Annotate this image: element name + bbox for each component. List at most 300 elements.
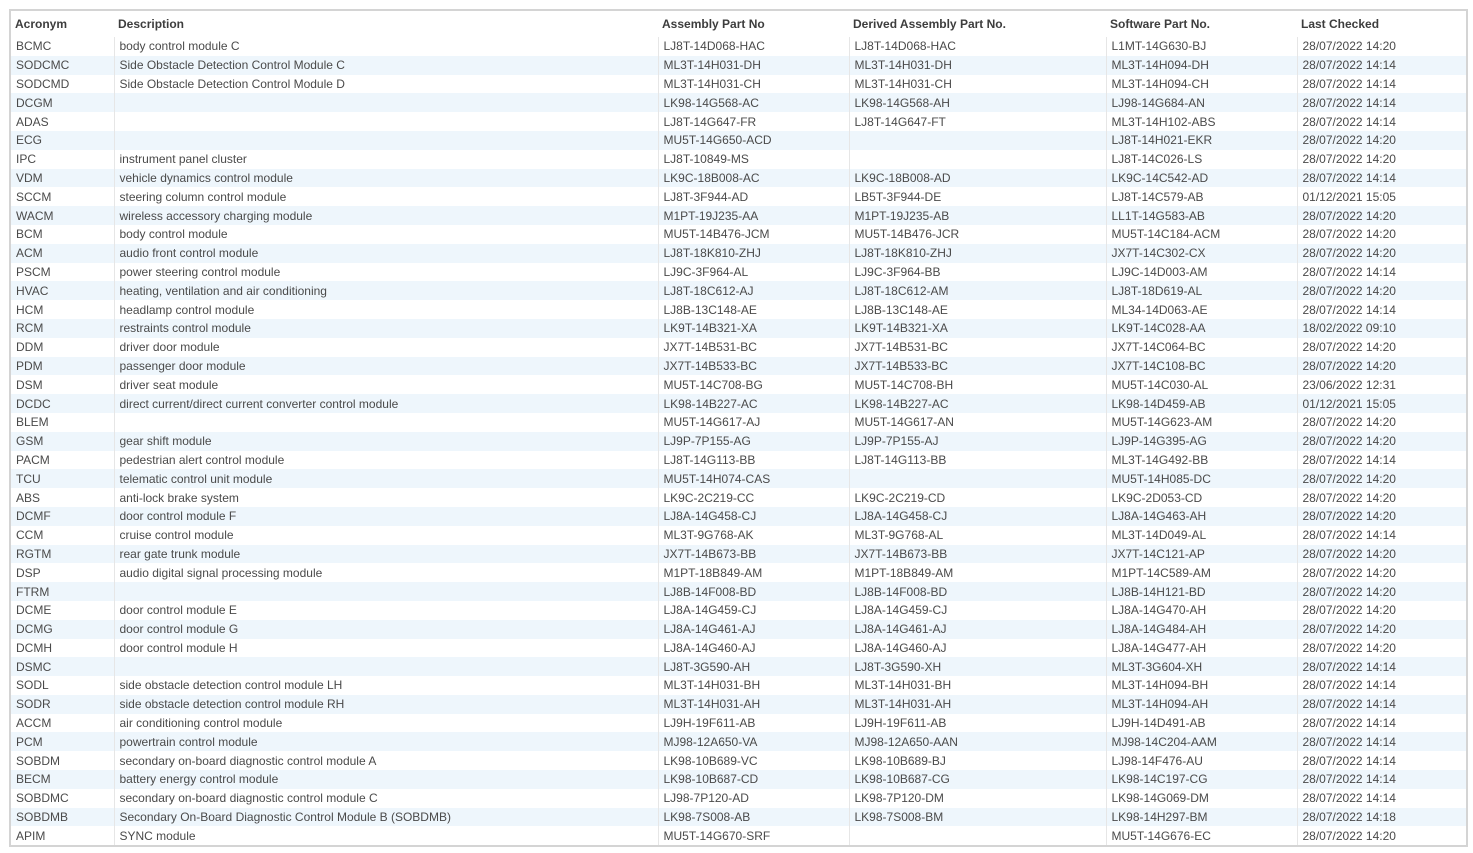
cell-derived-assembly-part-no: ML3T-14H031-DH	[849, 56, 1106, 75]
cell-derived-assembly-part-no: M1PT-18B849-AM	[849, 563, 1106, 582]
cell-assembly-part-no: LJ8T-3G590-AH	[658, 657, 849, 676]
cell-description: Side Obstacle Detection Control Module C	[114, 56, 658, 75]
table-row[interactable]	[11, 808, 1466, 827]
cell-software-part-no: LK98-14D459-AB	[1106, 394, 1297, 413]
table-row[interactable]	[11, 93, 1466, 112]
table-row[interactable]	[11, 394, 1466, 413]
cell-assembly-part-no: LJ8T-14G113-BB	[658, 451, 849, 470]
cell-acronym: SODR	[11, 695, 114, 714]
cell-description: steering column control module	[114, 187, 658, 206]
table-row[interactable]	[11, 244, 1466, 263]
cell-acronym: ECG	[11, 131, 114, 150]
cell-software-part-no: ML3T-14H094-DH	[1106, 56, 1297, 75]
cell-last-checked: 28/07/2022 14:20	[1297, 206, 1466, 225]
cell-acronym: SODCMC	[11, 56, 114, 75]
cell-acronym: GSM	[11, 432, 114, 451]
cell-assembly-part-no: ML3T-14H031-AH	[658, 695, 849, 714]
cell-last-checked: 28/07/2022 14:20	[1297, 507, 1466, 526]
cell-assembly-part-no: LJ8T-14G647-FR	[658, 112, 849, 131]
cell-derived-assembly-part-no: LJ8A-14G458-CJ	[849, 507, 1106, 526]
cell-acronym: VDM	[11, 169, 114, 188]
table-row[interactable]	[11, 112, 1466, 131]
cell-derived-assembly-part-no: LJ9H-19F611-AB	[849, 714, 1106, 733]
cell-assembly-part-no: LK98-10B687-CD	[658, 770, 849, 789]
cell-description: audio digital signal processing module	[114, 563, 658, 582]
cell-software-part-no: LK9C-2D053-CD	[1106, 488, 1297, 507]
cell-last-checked: 28/07/2022 14:20	[1297, 413, 1466, 432]
cell-last-checked: 28/07/2022 14:14	[1297, 112, 1466, 131]
module-table	[11, 11, 1466, 845]
cell-last-checked: 28/07/2022 14:20	[1297, 563, 1466, 582]
cell-derived-assembly-part-no: LK9C-2C219-CD	[849, 488, 1106, 507]
cell-assembly-part-no: LJ8A-14G458-CJ	[658, 507, 849, 526]
cell-acronym: HCM	[11, 300, 114, 319]
cell-software-part-no: ML3T-14H094-AH	[1106, 695, 1297, 714]
cell-description	[114, 131, 658, 150]
table-row[interactable]	[11, 545, 1466, 564]
cell-last-checked: 28/07/2022 14:20	[1297, 281, 1466, 300]
table-row[interactable]	[11, 150, 1466, 169]
cell-description: direct current/direct current converter control module	[114, 394, 658, 413]
cell-software-part-no: MU5T-14H085-DC	[1106, 469, 1297, 488]
cell-derived-assembly-part-no	[849, 469, 1106, 488]
cell-description: rear gate trunk module	[114, 545, 658, 564]
cell-description: air conditioning control module	[114, 714, 658, 733]
cell-assembly-part-no: MU5T-14G617-AJ	[658, 413, 849, 432]
cell-acronym: SOBDMC	[11, 789, 114, 808]
column-header-acronym[interactable]: Acronym	[11, 11, 114, 37]
cell-description: door control module G	[114, 620, 658, 639]
cell-acronym: BECM	[11, 770, 114, 789]
cell-acronym: BCM	[11, 225, 114, 244]
cell-derived-assembly-part-no: LK98-7S008-BM	[849, 808, 1106, 827]
cell-derived-assembly-part-no: ML3T-14H031-CH	[849, 75, 1106, 94]
cell-acronym: BCMC	[11, 37, 114, 56]
cell-description	[114, 112, 658, 131]
cell-description: body control module	[114, 225, 658, 244]
cell-acronym: SCCM	[11, 187, 114, 206]
column-header-description[interactable]: Description	[114, 11, 658, 37]
cell-assembly-part-no: ML3T-9G768-AK	[658, 526, 849, 545]
table-row[interactable]	[11, 375, 1466, 394]
cell-assembly-part-no: ML3T-14H031-DH	[658, 56, 849, 75]
table-header-row	[11, 11, 1466, 37]
cell-derived-assembly-part-no: MU5T-14B476-JCR	[849, 225, 1106, 244]
cell-description: side obstacle detection control module LH	[114, 676, 658, 695]
table-row[interactable]	[11, 770, 1466, 789]
cell-description: anti-lock brake system	[114, 488, 658, 507]
cell-description: powertrain control module	[114, 732, 658, 751]
cell-derived-assembly-part-no: JX7T-14B533-BC	[849, 357, 1106, 376]
cell-acronym: RGTM	[11, 545, 114, 564]
cell-assembly-part-no: LK9T-14B321-XA	[658, 319, 849, 338]
cell-assembly-part-no: LK98-10B689-VC	[658, 751, 849, 770]
cell-software-part-no: LJ8A-14G484-AH	[1106, 620, 1297, 639]
cell-software-part-no: LK98-14G069-DM	[1106, 789, 1297, 808]
cell-assembly-part-no: LJ8T-3F944-AD	[658, 187, 849, 206]
cell-derived-assembly-part-no: LJ9C-3F964-BB	[849, 263, 1106, 282]
cell-derived-assembly-part-no: LJ9P-7P155-AJ	[849, 432, 1106, 451]
cell-last-checked: 28/07/2022 14:14	[1297, 56, 1466, 75]
table-row[interactable]	[11, 563, 1466, 582]
cell-assembly-part-no: LJ8A-14G459-CJ	[658, 601, 849, 620]
cell-description	[114, 657, 658, 676]
cell-acronym: HVAC	[11, 281, 114, 300]
cell-software-part-no: JX7T-14C302-CX	[1106, 244, 1297, 263]
cell-acronym: ABS	[11, 488, 114, 507]
cell-derived-assembly-part-no: LJ8A-14G461-AJ	[849, 620, 1106, 639]
cell-assembly-part-no: MU5T-14C708-BG	[658, 375, 849, 394]
cell-description: power steering control module	[114, 263, 658, 282]
table-row[interactable]	[11, 469, 1466, 488]
cell-description: Secondary On-Board Diagnostic Control Module B (SOBDMB)	[114, 808, 658, 827]
table-body	[11, 37, 1466, 845]
cell-assembly-part-no: JX7T-14B533-BC	[658, 357, 849, 376]
table-row[interactable]	[11, 432, 1466, 451]
cell-assembly-part-no: LK9C-18B008-AC	[658, 169, 849, 188]
cell-description: secondary on-board diagnostic control module A	[114, 751, 658, 770]
cell-software-part-no: LJ8T-18D619-AL	[1106, 281, 1297, 300]
cell-software-part-no: LJ9P-14G395-AG	[1106, 432, 1297, 451]
cell-assembly-part-no: LK98-7S008-AB	[658, 808, 849, 827]
column-header-derived-assembly-part-no[interactable]: Derived Assembly Part No.	[849, 11, 1106, 37]
cell-acronym: DDM	[11, 338, 114, 357]
cell-software-part-no: ML3T-14H094-BH	[1106, 676, 1297, 695]
table-row[interactable]	[11, 639, 1466, 658]
table-row[interactable]	[11, 169, 1466, 188]
table-row[interactable]	[11, 206, 1466, 225]
cell-description: driver seat module	[114, 375, 658, 394]
cell-derived-assembly-part-no: MU5T-14G617-AN	[849, 413, 1106, 432]
cell-assembly-part-no: ML3T-14H031-BH	[658, 676, 849, 695]
cell-derived-assembly-part-no: LJ8B-13C148-AE	[849, 300, 1106, 319]
table-row[interactable]	[11, 413, 1466, 432]
cell-description: gear shift module	[114, 432, 658, 451]
cell-last-checked: 18/02/2022 09:10	[1297, 319, 1466, 338]
cell-acronym: DSP	[11, 563, 114, 582]
cell-derived-assembly-part-no	[849, 150, 1106, 169]
cell-assembly-part-no: LJ8A-14G461-AJ	[658, 620, 849, 639]
cell-last-checked: 28/07/2022 14:20	[1297, 432, 1466, 451]
cell-description: secondary on-board diagnostic control module C	[114, 789, 658, 808]
cell-derived-assembly-part-no: LK98-14G568-AH	[849, 93, 1106, 112]
table-row[interactable]	[11, 319, 1466, 338]
cell-acronym: DSM	[11, 375, 114, 394]
module-table-panel	[9, 9, 1468, 847]
cell-description: instrument panel cluster	[114, 150, 658, 169]
table-row[interactable]	[11, 488, 1466, 507]
table-row[interactable]	[11, 300, 1466, 319]
cell-software-part-no: ML3T-14D049-AL	[1106, 526, 1297, 545]
cell-last-checked: 23/06/2022 12:31	[1297, 375, 1466, 394]
cell-software-part-no: JX7T-14C108-BC	[1106, 357, 1297, 376]
cell-last-checked: 28/07/2022 14:20	[1297, 131, 1466, 150]
cell-acronym: IPC	[11, 150, 114, 169]
cell-acronym: DCMG	[11, 620, 114, 639]
cell-last-checked: 28/07/2022 14:14	[1297, 657, 1466, 676]
cell-acronym: DCGM	[11, 93, 114, 112]
cell-description: door control module F	[114, 507, 658, 526]
cell-last-checked: 28/07/2022 14:18	[1297, 808, 1466, 827]
cell-last-checked: 28/07/2022 14:14	[1297, 451, 1466, 470]
cell-software-part-no: MU5T-14G623-AM	[1106, 413, 1297, 432]
cell-acronym: RCM	[11, 319, 114, 338]
cell-description: side obstacle detection control module RH	[114, 695, 658, 714]
table-row[interactable]	[11, 751, 1466, 770]
table-row[interactable]	[11, 657, 1466, 676]
cell-software-part-no: LJ98-14G684-AN	[1106, 93, 1297, 112]
cell-assembly-part-no: MU5T-14H074-CAS	[658, 469, 849, 488]
cell-description: body control module C	[114, 37, 658, 56]
cell-software-part-no: LK98-14C197-CG	[1106, 770, 1297, 789]
cell-derived-assembly-part-no: M1PT-19J235-AB	[849, 206, 1106, 225]
cell-derived-assembly-part-no: MJ98-12A650-AAN	[849, 732, 1106, 751]
table-row[interactable]	[11, 826, 1466, 845]
cell-assembly-part-no: MJ98-12A650-VA	[658, 732, 849, 751]
cell-software-part-no: MJ98-14C204-AAM	[1106, 732, 1297, 751]
cell-acronym: BLEM	[11, 413, 114, 432]
cell-last-checked: 28/07/2022 14:14	[1297, 93, 1466, 112]
cell-last-checked: 01/12/2021 15:05	[1297, 187, 1466, 206]
cell-software-part-no: MU5T-14C184-ACM	[1106, 225, 1297, 244]
cell-software-part-no: L1MT-14G630-BJ	[1106, 37, 1297, 56]
cell-description: battery energy control module	[114, 770, 658, 789]
cell-assembly-part-no: JX7T-14B673-BB	[658, 545, 849, 564]
cell-description	[114, 413, 658, 432]
cell-assembly-part-no: M1PT-19J235-AA	[658, 206, 849, 225]
table-row[interactable]	[11, 281, 1466, 300]
cell-assembly-part-no: LK98-14G568-AC	[658, 93, 849, 112]
cell-description: headlamp control module	[114, 300, 658, 319]
table-row[interactable]	[11, 338, 1466, 357]
cell-assembly-part-no: MU5T-14G650-ACD	[658, 131, 849, 150]
cell-acronym: DCMH	[11, 639, 114, 658]
cell-last-checked: 28/07/2022 14:20	[1297, 488, 1466, 507]
table-row[interactable]	[11, 75, 1466, 94]
cell-acronym: APIM	[11, 826, 114, 845]
cell-description	[114, 582, 658, 601]
column-header-software-part-no[interactable]: Software Part No.	[1106, 11, 1297, 37]
cell-derived-assembly-part-no: LK98-10B687-CG	[849, 770, 1106, 789]
cell-last-checked: 28/07/2022 14:14	[1297, 169, 1466, 188]
cell-derived-assembly-part-no: ML3T-14H031-BH	[849, 676, 1106, 695]
cell-last-checked: 28/07/2022 14:20	[1297, 338, 1466, 357]
cell-derived-assembly-part-no: LJ8B-14F008-BD	[849, 582, 1106, 601]
cell-software-part-no: LJ8B-14H121-BD	[1106, 582, 1297, 601]
cell-description: Side Obstacle Detection Control Module D	[114, 75, 658, 94]
cell-derived-assembly-part-no: LK98-14B227-AC	[849, 394, 1106, 413]
cell-description: audio front control module	[114, 244, 658, 263]
cell-last-checked: 28/07/2022 14:14	[1297, 75, 1466, 94]
cell-description: door control module E	[114, 601, 658, 620]
cell-software-part-no: ML3T-14H102-ABS	[1106, 112, 1297, 131]
cell-software-part-no: LJ8A-14G470-AH	[1106, 601, 1297, 620]
cell-acronym: PSCM	[11, 263, 114, 282]
cell-last-checked: 28/07/2022 14:20	[1297, 826, 1466, 845]
cell-assembly-part-no: MU5T-14B476-JCM	[658, 225, 849, 244]
cell-acronym: SOBDM	[11, 751, 114, 770]
table-row[interactable]	[11, 676, 1466, 695]
cell-derived-assembly-part-no: LK98-10B689-BJ	[849, 751, 1106, 770]
cell-derived-assembly-part-no	[849, 826, 1106, 845]
cell-last-checked: 28/07/2022 14:14	[1297, 263, 1466, 282]
cell-derived-assembly-part-no: JX7T-14B673-BB	[849, 545, 1106, 564]
cell-derived-assembly-part-no: LJ8T-3G590-XH	[849, 657, 1106, 676]
cell-last-checked: 28/07/2022 14:20	[1297, 150, 1466, 169]
cell-derived-assembly-part-no: LJ8A-14G460-AJ	[849, 639, 1106, 658]
cell-assembly-part-no: LJ8T-14D068-HAC	[658, 37, 849, 56]
cell-assembly-part-no: ML3T-14H031-CH	[658, 75, 849, 94]
cell-assembly-part-no: LJ9P-7P155-AG	[658, 432, 849, 451]
cell-last-checked: 01/12/2021 15:05	[1297, 394, 1466, 413]
cell-derived-assembly-part-no: LJ8T-18C612-AM	[849, 281, 1106, 300]
table-row[interactable]	[11, 451, 1466, 470]
cell-description: heating, ventilation and air conditioning	[114, 281, 658, 300]
cell-assembly-part-no: M1PT-18B849-AM	[658, 563, 849, 582]
cell-acronym: ACM	[11, 244, 114, 263]
cell-acronym: PCM	[11, 732, 114, 751]
cell-acronym: PDM	[11, 357, 114, 376]
cell-last-checked: 28/07/2022 14:20	[1297, 37, 1466, 56]
table-row[interactable]	[11, 714, 1466, 733]
cell-description: vehicle dynamics control module	[114, 169, 658, 188]
cell-assembly-part-no: LJ8T-18K810-ZHJ	[658, 244, 849, 263]
table-row[interactable]	[11, 131, 1466, 150]
cell-assembly-part-no: LJ8T-18C612-AJ	[658, 281, 849, 300]
table-row[interactable]	[11, 187, 1466, 206]
cell-acronym: ACCM	[11, 714, 114, 733]
cell-last-checked: 28/07/2022 14:20	[1297, 620, 1466, 639]
cell-derived-assembly-part-no: LK9T-14B321-XA	[849, 319, 1106, 338]
table-row[interactable]	[11, 225, 1466, 244]
cell-software-part-no: LJ9H-14D491-AB	[1106, 714, 1297, 733]
table-row[interactable]	[11, 526, 1466, 545]
cell-derived-assembly-part-no: LK9C-18B008-AD	[849, 169, 1106, 188]
cell-last-checked: 28/07/2022 14:20	[1297, 545, 1466, 564]
cell-last-checked: 28/07/2022 14:14	[1297, 789, 1466, 808]
cell-description: pedestrian alert control module	[114, 451, 658, 470]
cell-derived-assembly-part-no: LJ8A-14G459-CJ	[849, 601, 1106, 620]
cell-acronym: DCMF	[11, 507, 114, 526]
cell-assembly-part-no: MU5T-14G670-SRF	[658, 826, 849, 845]
cell-assembly-part-no: JX7T-14B531-BC	[658, 338, 849, 357]
table-row[interactable]	[11, 582, 1466, 601]
table-row[interactable]	[11, 601, 1466, 620]
cell-description: cruise control module	[114, 526, 658, 545]
cell-acronym: DSMC	[11, 657, 114, 676]
cell-assembly-part-no: LJ8T-10849-MS	[658, 150, 849, 169]
cell-derived-assembly-part-no: LJ8T-14G113-BB	[849, 451, 1106, 470]
cell-description: wireless accessory charging module	[114, 206, 658, 225]
cell-last-checked: 28/07/2022 14:20	[1297, 357, 1466, 376]
cell-derived-assembly-part-no	[849, 131, 1106, 150]
column-header-last-checked[interactable]: Last Checked	[1297, 11, 1466, 37]
table-row[interactable]	[11, 263, 1466, 282]
cell-derived-assembly-part-no: JX7T-14B531-BC	[849, 338, 1106, 357]
table-row[interactable]	[11, 56, 1466, 75]
cell-software-part-no: ML3T-3G604-XH	[1106, 657, 1297, 676]
cell-last-checked: 28/07/2022 14:14	[1297, 695, 1466, 714]
cell-last-checked: 28/07/2022 14:20	[1297, 225, 1466, 244]
cell-last-checked: 28/07/2022 14:20	[1297, 469, 1466, 488]
cell-software-part-no: M1PT-14C589-AM	[1106, 563, 1297, 582]
cell-assembly-part-no: LK9C-2C219-CC	[658, 488, 849, 507]
cell-software-part-no: LJ8T-14C579-AB	[1106, 187, 1297, 206]
cell-assembly-part-no: LJ8B-13C148-AE	[658, 300, 849, 319]
cell-software-part-no: LJ8A-14G463-AH	[1106, 507, 1297, 526]
cell-last-checked: 28/07/2022 14:20	[1297, 601, 1466, 620]
cell-software-part-no: LJ8T-14C026-LS	[1106, 150, 1297, 169]
column-header-assembly-part-no[interactable]: Assembly Part No	[658, 11, 849, 37]
cell-software-part-no: ML3T-14G492-BB	[1106, 451, 1297, 470]
cell-last-checked: 28/07/2022 14:20	[1297, 639, 1466, 658]
cell-acronym: SODCMD	[11, 75, 114, 94]
cell-software-part-no: LJ8A-14G477-AH	[1106, 639, 1297, 658]
cell-software-part-no: LK9C-14C542-AD	[1106, 169, 1297, 188]
cell-acronym: SOBDMB	[11, 808, 114, 827]
cell-acronym: FTRM	[11, 582, 114, 601]
cell-acronym: PACM	[11, 451, 114, 470]
cell-acronym: TCU	[11, 469, 114, 488]
cell-description: telematic control unit module	[114, 469, 658, 488]
cell-assembly-part-no: LK98-14B227-AC	[658, 394, 849, 413]
cell-last-checked: 28/07/2022 14:20	[1297, 582, 1466, 601]
cell-assembly-part-no: LJ8A-14G460-AJ	[658, 639, 849, 658]
cell-software-part-no: ML34-14D063-AE	[1106, 300, 1297, 319]
cell-assembly-part-no: LJ9C-3F964-AL	[658, 263, 849, 282]
cell-description: door control module H	[114, 639, 658, 658]
table-row[interactable]	[11, 357, 1466, 376]
cell-software-part-no: LJ9C-14D003-AM	[1106, 263, 1297, 282]
cell-acronym: CCM	[11, 526, 114, 545]
table-row[interactable]	[11, 507, 1466, 526]
cell-acronym: ADAS	[11, 112, 114, 131]
cell-derived-assembly-part-no: LJ8T-18K810-ZHJ	[849, 244, 1106, 263]
cell-last-checked: 28/07/2022 14:14	[1297, 300, 1466, 319]
table-row[interactable]	[11, 732, 1466, 751]
cell-description: restraints control module	[114, 319, 658, 338]
cell-software-part-no: MU5T-14C030-AL	[1106, 375, 1297, 394]
cell-software-part-no: LK9T-14C028-AA	[1106, 319, 1297, 338]
cell-software-part-no: JX7T-14C121-AP	[1106, 545, 1297, 564]
table-row[interactable]	[11, 620, 1466, 639]
table-row[interactable]	[11, 789, 1466, 808]
cell-software-part-no: ML3T-14H094-CH	[1106, 75, 1297, 94]
cell-last-checked: 28/07/2022 14:14	[1297, 714, 1466, 733]
cell-acronym: WACM	[11, 206, 114, 225]
cell-derived-assembly-part-no: LJ8T-14D068-HAC	[849, 37, 1106, 56]
cell-derived-assembly-part-no: LJ8T-14G647-FT	[849, 112, 1106, 131]
cell-assembly-part-no: LJ8B-14F008-BD	[658, 582, 849, 601]
cell-description: passenger door module	[114, 357, 658, 376]
cell-last-checked: 28/07/2022 14:14	[1297, 526, 1466, 545]
cell-derived-assembly-part-no: LB5T-3F944-DE	[849, 187, 1106, 206]
cell-description	[114, 93, 658, 112]
table-row[interactable]	[11, 695, 1466, 714]
cell-software-part-no: LK98-14H297-BM	[1106, 808, 1297, 827]
cell-software-part-no: LL1T-14G583-AB	[1106, 206, 1297, 225]
cell-derived-assembly-part-no: MU5T-14C708-BH	[849, 375, 1106, 394]
table-row[interactable]	[11, 37, 1466, 56]
cell-last-checked: 28/07/2022 14:14	[1297, 751, 1466, 770]
cell-last-checked: 28/07/2022 14:14	[1297, 732, 1466, 751]
cell-last-checked: 28/07/2022 14:14	[1297, 770, 1466, 789]
cell-acronym: SODL	[11, 676, 114, 695]
cell-acronym: DCME	[11, 601, 114, 620]
cell-assembly-part-no: LJ9H-19F611-AB	[658, 714, 849, 733]
cell-software-part-no: LJ8T-14H021-EKR	[1106, 131, 1297, 150]
cell-last-checked: 28/07/2022 14:20	[1297, 244, 1466, 263]
